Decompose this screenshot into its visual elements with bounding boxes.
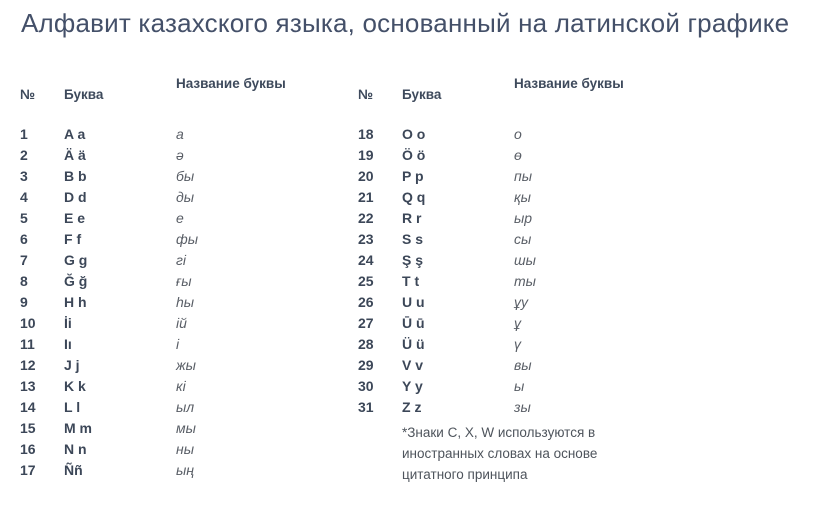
alphabet-table-left [20,76,358,485]
row-number: 31 [358,399,374,415]
row-letter: Z z [402,399,422,415]
row-number: 26 [358,294,374,310]
row-letter-name: ың [176,462,195,478]
row-letter-name: вы [514,357,532,373]
table-row [358,271,805,292]
row-number: 18 [358,126,374,142]
table-row [358,397,805,418]
row-number: 12 [20,357,36,373]
row-letter: Ş ş [402,252,424,268]
row-letter-name: жы [176,357,196,373]
row-letter-name: о [514,126,522,142]
row-letter: A a [64,126,86,142]
row-number: 13 [20,378,36,394]
row-letter: Ä ä [64,147,86,163]
alphabet-table-right [358,76,805,485]
row-number: 1 [20,126,28,142]
row-letter: Ññ [64,462,83,478]
row-number: 9 [20,294,28,310]
column-header-letter-name: Название буквы [176,76,286,91]
table-row [358,334,805,355]
table-row [20,250,358,271]
table-row [20,166,358,187]
row-number: 21 [358,189,374,205]
row-letter-name: ны [176,441,195,457]
row-number: 6 [20,231,28,247]
row-letter-name: зы [514,399,531,415]
row-letter-name: ұу [514,294,528,310]
table-row [358,187,805,208]
row-number: 10 [20,315,36,331]
table-row [20,187,358,208]
row-number: 4 [20,189,28,205]
row-letter: L l [64,399,81,415]
table-row [358,376,805,397]
row-number: 29 [358,357,374,373]
table-body [358,124,805,418]
row-number: 17 [20,462,36,478]
footnote: *Знаки C, X, W используются в иностранных словах на основе цитатного принципа [402,425,598,482]
row-number: 23 [358,231,374,247]
column-header-number: № [20,87,36,102]
table-row [20,124,358,145]
row-letter-name: ө [514,147,522,163]
column-header-letter: Буква [402,87,442,102]
row-letter: İi [64,315,72,331]
row-number: 16 [20,441,36,457]
table-header-row [358,76,805,102]
row-number: 20 [358,168,374,184]
row-number: 7 [20,252,28,268]
row-number: 8 [20,273,28,289]
row-number: 11 [20,336,35,352]
row-letter-name: сы [514,231,532,247]
row-letter: K k [64,378,86,394]
row-letter: Ü ü [402,336,425,352]
column-header-number: № [358,87,374,102]
table-row [358,355,805,376]
table-row [20,334,358,355]
row-letter-name: ды [176,189,195,205]
row-letter: Iı [64,336,72,352]
table-row [20,145,358,166]
table-row [20,355,358,376]
row-letter-name: а [176,126,184,142]
row-letter: N n [64,441,87,457]
row-letter: M m [64,420,92,436]
row-letter-name: қы [514,189,531,205]
table-row [20,439,358,460]
row-letter-name: ғы [176,273,192,289]
table-row [20,460,358,481]
page-title: Алфавит казахского языка, основанный на латинской графике [21,8,790,38]
row-letter: H h [64,294,87,310]
row-number: 19 [358,147,374,163]
row-letter: G g [64,252,88,268]
row-letter-name: кі [176,378,186,394]
row-letter-name: е [176,210,184,226]
table-row [358,292,805,313]
row-letter: F f [64,231,82,247]
row-letter: O o [402,126,426,142]
row-letter-name: ұ [514,315,521,331]
table-row [20,292,358,313]
row-letter-name: фы [176,231,198,247]
row-letter-name: һы [176,294,195,310]
table-row [358,250,805,271]
row-letter-name: ій [176,315,187,331]
column-header-letter-name: Название буквы [514,76,624,91]
table-row [358,166,805,187]
column-header-letter: Буква [64,87,104,102]
row-letter: B b [64,168,87,184]
row-letter-name: ты [514,273,536,289]
row-letter-name: ы [514,378,525,394]
table-body [20,124,358,481]
alphabet-tables [20,76,805,485]
row-letter-name: мы [176,420,196,436]
row-letter: D d [64,189,87,205]
row-number: 14 [20,399,36,415]
table-row [358,124,805,145]
row-letter: Y y [402,378,423,394]
row-number: 24 [358,252,374,268]
row-letter: S s [402,231,424,247]
table-row [20,313,358,334]
row-letter-name: ү [514,336,521,352]
row-letter-name: гі [176,252,187,268]
table-row [20,229,358,250]
row-letter: Ū ū [402,315,425,331]
row-letter-name: ыл [176,399,195,415]
row-letter-name: і [176,336,180,352]
row-letter: P p [402,168,424,184]
row-letter-name: пы [514,168,533,184]
row-letter-name: ыр [514,210,533,226]
table-row [20,208,358,229]
row-letter: R r [402,210,422,226]
row-number: 2 [20,147,28,163]
row-number: 27 [358,315,374,331]
row-letter: T t [402,273,420,289]
table-row [20,418,358,439]
table-row [358,208,805,229]
row-number: 3 [20,168,28,184]
row-number: 30 [358,378,374,394]
row-letter-name: шы [514,252,536,268]
row-letter: J j [64,357,80,373]
row-number: 15 [20,420,36,436]
row-letter-name: ә [176,147,184,163]
row-letter: Ğ ğ [64,273,88,289]
row-letter: Ö ö [402,147,426,163]
table-row [358,229,805,250]
table-row [20,271,358,292]
table-header-row [20,76,358,102]
table-row [358,145,805,166]
row-letter: Q q [402,189,426,205]
table-row [358,313,805,334]
row-number: 28 [358,336,374,352]
row-number: 5 [20,210,28,226]
row-letter: V v [402,357,424,373]
table-row [20,376,358,397]
row-letter-name: бы [176,168,195,184]
table-row [20,397,358,418]
row-number: 25 [358,273,374,289]
row-letter: U u [402,294,425,310]
row-number: 22 [358,210,374,226]
row-letter: E e [64,210,86,226]
